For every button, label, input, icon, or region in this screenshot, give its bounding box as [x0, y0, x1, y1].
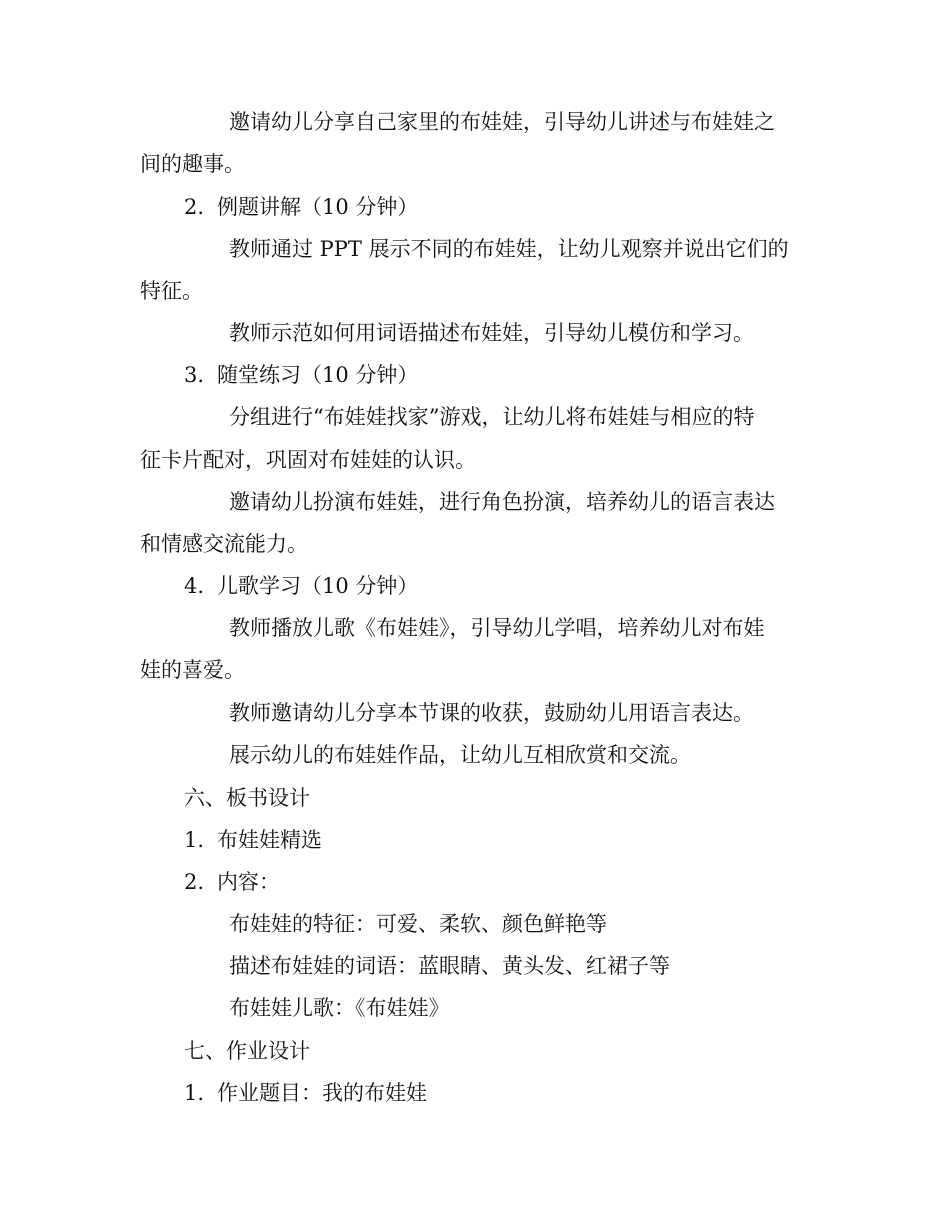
paragraph-line: 展示幼儿的布娃娃作品，让幼儿互相欣赏和交流。: [229, 743, 691, 767]
item-number: 4.: [184, 574, 205, 598]
item-number: 3.: [184, 363, 205, 387]
sub-item-line: 布娃娃的特征：可爱、柔软、颜色鲜艳等: [229, 912, 607, 936]
numbered-item: [184, 186, 418, 228]
sub-item-line: 描述布娃娃的词语：蓝眼睛、黄头发、红裙子等: [229, 954, 670, 978]
item-title: 随堂练习（10 分钟）: [217, 363, 419, 387]
paragraph-line: 和情感交流能力。: [140, 532, 308, 556]
item-text: 作业题目：我的布娃娃: [217, 1081, 427, 1105]
item-text: 布娃娃精选: [217, 828, 322, 852]
paragraph-line: 征卡片配对，巩固对布娃娃的认识。: [140, 448, 476, 472]
numbered-item: [184, 861, 280, 903]
item-title: 儿歌学习（10 分钟）: [217, 574, 419, 598]
numbered-item: [184, 1072, 427, 1114]
section-heading: 六、板书设计: [184, 786, 310, 810]
paragraph-line: 特征。: [140, 279, 203, 303]
numbered-item: [184, 354, 418, 396]
item-number: 2.: [184, 195, 205, 219]
paragraph-line: 教师示范如何用词语描述布娃娃，引导幼儿模仿和学习。: [229, 321, 754, 345]
item-text: 内容：: [217, 870, 280, 894]
paragraph-line: 教师通过 PPT 展示不同的布娃娃，让幼儿观察并说出它们的: [229, 237, 789, 261]
paragraph-line: 娃的喜爱。: [140, 658, 245, 682]
item-number: 1.: [184, 1081, 205, 1105]
paragraph-line: 分组进行“布娃娃找家”游戏，让幼儿将布娃娃与相应的特: [229, 405, 755, 429]
numbered-item: [184, 819, 322, 861]
paragraph-line: 间的趣事。: [140, 152, 245, 176]
item-number: 2.: [184, 870, 205, 894]
paragraph-line: 教师播放儿歌《布娃娃》，引导幼儿学唱，培养幼儿对布娃: [229, 616, 765, 640]
item-number: 1.: [184, 828, 205, 852]
paragraph-line: 邀请幼儿分享自己家里的布娃娃，引导幼儿讲述与布娃娃之: [229, 110, 775, 134]
paragraph-line: 教师邀请幼儿分享本节课的收获，鼓励幼儿用语言表达。: [229, 701, 754, 725]
section-heading: 七、作业设计: [184, 1039, 310, 1063]
sub-item-line: 布娃娃儿歌：《布娃娃》: [229, 996, 450, 1020]
item-title: 例题讲解（10 分钟）: [217, 195, 419, 219]
numbered-item: [184, 565, 418, 607]
paragraph-line: 邀请幼儿扮演布娃娃，进行角色扮演，培养幼儿的语言表达: [229, 490, 775, 514]
